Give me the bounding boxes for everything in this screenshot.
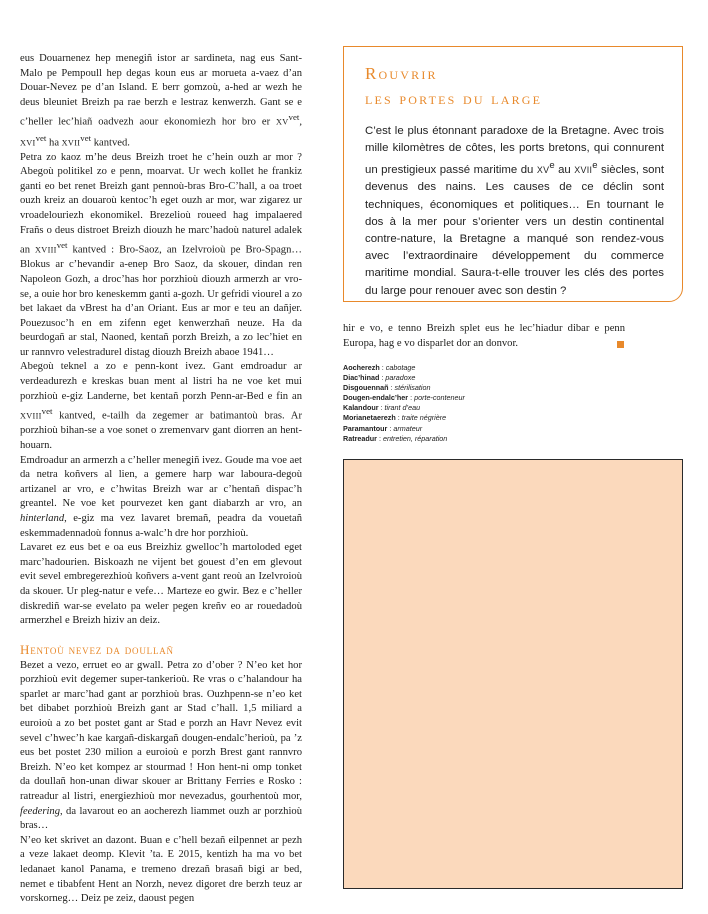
glossary-row: Morianetaerezh : traite négrière bbox=[343, 413, 447, 423]
paragraph: Petra zo kaoz m’he deus Breizh troet he c’hein ouzh ar mor ? Abegoù politikel zo e penn, moarvat. Ur wech kollet he frankiz ganti eo bet renet Breizh gant pennoù-bras Bro-C’hall, a oa troet ouzh kreiz an douaroù kentoc’h eget ouzh ar mor, war zigarez ur vroadelouriezh ekonomikel. Brezelioù roueed hag impalaered Frañs o deus distroet Breizh diouzh he marc’hadoù naturel adalek an $XVIII^{vet}$ kantved : Bro-Saoz, an Izelvroioù pe Bro-Spagn… Blokus ar c’hevandir a-enep Bro Saoz, da skouer, dindan ren Napoleon Gozh, a droc’has hor porzhioù diouzh armerzh ar vro-se, a ouie hor bro keneskemm ganti a-gozh. Ur gefridi viourel a zo bet lakaet da vBrest ha d’an Oriant. Eus ar mor e teu an dañjer. Pouezusoc’h en em zifenn eget kenwerzhañ neuze. Ha da beurdogañ ar stal, Naoned, kentañ porzh Breizh, a zo lec’hiet en ur rannvro velestradurel distag diouzh Breizh abaoe 1941… bbox=[20, 151, 302, 358]
box-title-line: les portes du large bbox=[365, 89, 543, 108]
paragraph: Lavaret ez eus bet e oa eus Breizhiz gwelloc’h martoloded eget marc’hadourien. Biskoazh ne vijent bet gouest d’en em glevout evit sevel embregerezhioù koñvers a-vent gant reoù an Izelvroioù da skouer. Ur pleg-natur e vefe… Marteze eo gwir. Bez e c’heller diskrediñ war-se evelato pa weler pegen kreñv eo ar rouedadoù armerzhel e Breizh hiziv an deiz. bbox=[20, 542, 302, 627]
glossary-row: Aocherezh : cabotage bbox=[343, 363, 416, 372]
paragraph: eus Douarnenez hep menegiñ istor ar sardineta, nag eus Sant-Malo pe Pempoull hep degas koun eus ar morueta a-vaez d’an Douar-Nevez pe d’an Island. E berr gomzoù, a-hed ar wezh he deus bleuniet Breizh pa rae berzh e lestraz kenwerzh. Gant se e c’heller lec’hiañ oadvezh aour ekonomiezh hor bro er $XV^{vet}$, $XVI^{vet}$ ha $XVII^{vet}$ kantved. bbox=[20, 53, 302, 149]
glossary-row: Diac’hinad : paradoxe bbox=[343, 373, 416, 383]
paragraph: N’eo ket skrivet an dazont. Buan e c’hell bezañ eilpennet ar pezh a veze lakaet deomp. Klevit ’ta. E 2015, kentizh ha ma vo bet ledanaet kanol Panama, e tremeno drezañ brasañ bigi ar bed, nemet e tibabfent Hent an Norzh, nevez digoret dre berzh teuz ar vorskorneg… Deiz pe zeiz, daoust pegen bbox=[20, 834, 302, 905]
end-of-article-square-icon bbox=[617, 341, 624, 348]
continuation-text: hir e vo, e tenno Breizh splet eus he lec’hiadur dibar e penn Europa, hag e vo disparlet dor an donvor. bbox=[343, 323, 625, 349]
glossary-row: Ratreadur : entretien, réparation bbox=[343, 433, 448, 443]
glossary-row: Paramantour : armateur bbox=[343, 423, 423, 433]
box-text: C’est le plus étonnant paradoxe de la Bretagne. Avec trois mille kilomètres de côtes, les ports bretons, qui connurent un prestigieux passé maritime du XVe au XVIIe siècles, sont devenus des nains. Les causes de ce déclin sont techniques, économiques et politiques… En tournant le dos à la mer pour s’orienter vers un destin continental contre-nature, la Bretagne a manqué son rendez-vous avec l’extraordinaire développement du commerce maritime mondial. Saura-t-elle trouver les clés des portes du large pour renouer avec son destin ? bbox=[365, 125, 664, 297]
paragraph: Emdroadur an armerzh a c’heller menegiñ ivez. Goude ma voe aet da netra koñvers al lien, a gemere harp war laboura-degoù artizanel ar vro, e c’hwitas Breizh war ar c’hentañ dispac’h greantel. Ne voe ket pourvezet ken gant diabarzh ar vro, an hinterland, e-giz ma vez lavaret bremañ, peadra da vouetañ eskemmadennadoù fonnus a-walc’h dre hor porzhioù. bbox=[20, 454, 302, 539]
paragraph: Abegoù teknel a zo e penn-kont ivez. Gant emdroadur ar verdeadurezh e kreskas buan ment al listri ha ne voe ket mui porzhioù e-giz Landerne, bet kentañ porzh Penn-ar-Bed e fin an $XVIII^{vet}$ kantved, e-tailh da zegemer ar batimantoù bras. Ar porzhioù bihan-se a voe sonet o zremenvarv gant diorren an hent-houarn. bbox=[20, 361, 302, 451]
glossary-row: Dougen-endalc’her : porte-conteneur bbox=[343, 393, 465, 403]
intro-box bbox=[343, 46, 683, 302]
paragraph: Bezet a vezo, erruet eo ar gwall. Petra zo d’ober ? N’eo ket hor porzhioù evit degemer super-tankerioù. Re vras o c’halandour ha sparlet ar marc’had gant ar porzhioù bras. Ouzhpenn-se n’eo ket bet dibabet porzhioù Breizh gant ar Stad c’hall. 1,5 miliard a euroioù a zo bet postet gant ar Stad e porzh an Havr Nevez evit sevel c’hwec’h kae kargañ-diskargañ dougen-endalc’herioù, pa ’z eus bet postet 230 milion a euroioù e porzh Brest gant rannvro Breizh. N’eo ket kompez ar stourmad ! Hon hent-ni omp tonket da doullañ hon-unan diwar skouer ar Brittany Ferries e Rosko : ratreadur al listri, energiezhioù mor nevezadus, gourhentoù mor, feedering, da lavarout eo an aocherezh liammet ouzh ar porzhioù bras… bbox=[20, 659, 302, 832]
glossary-row: Disgouennañ : stérilisation bbox=[343, 383, 431, 393]
glossary-row: Kalandour : tirant d’eau bbox=[343, 403, 421, 413]
image-placeholder bbox=[343, 459, 683, 889]
glossary bbox=[343, 363, 643, 444]
box-title-line: Rouvrir bbox=[365, 64, 438, 83]
section-heading: Hentoù nevez da doullañ bbox=[20, 641, 174, 657]
left-column-text bbox=[20, 52, 302, 907]
box-title bbox=[365, 61, 664, 111]
